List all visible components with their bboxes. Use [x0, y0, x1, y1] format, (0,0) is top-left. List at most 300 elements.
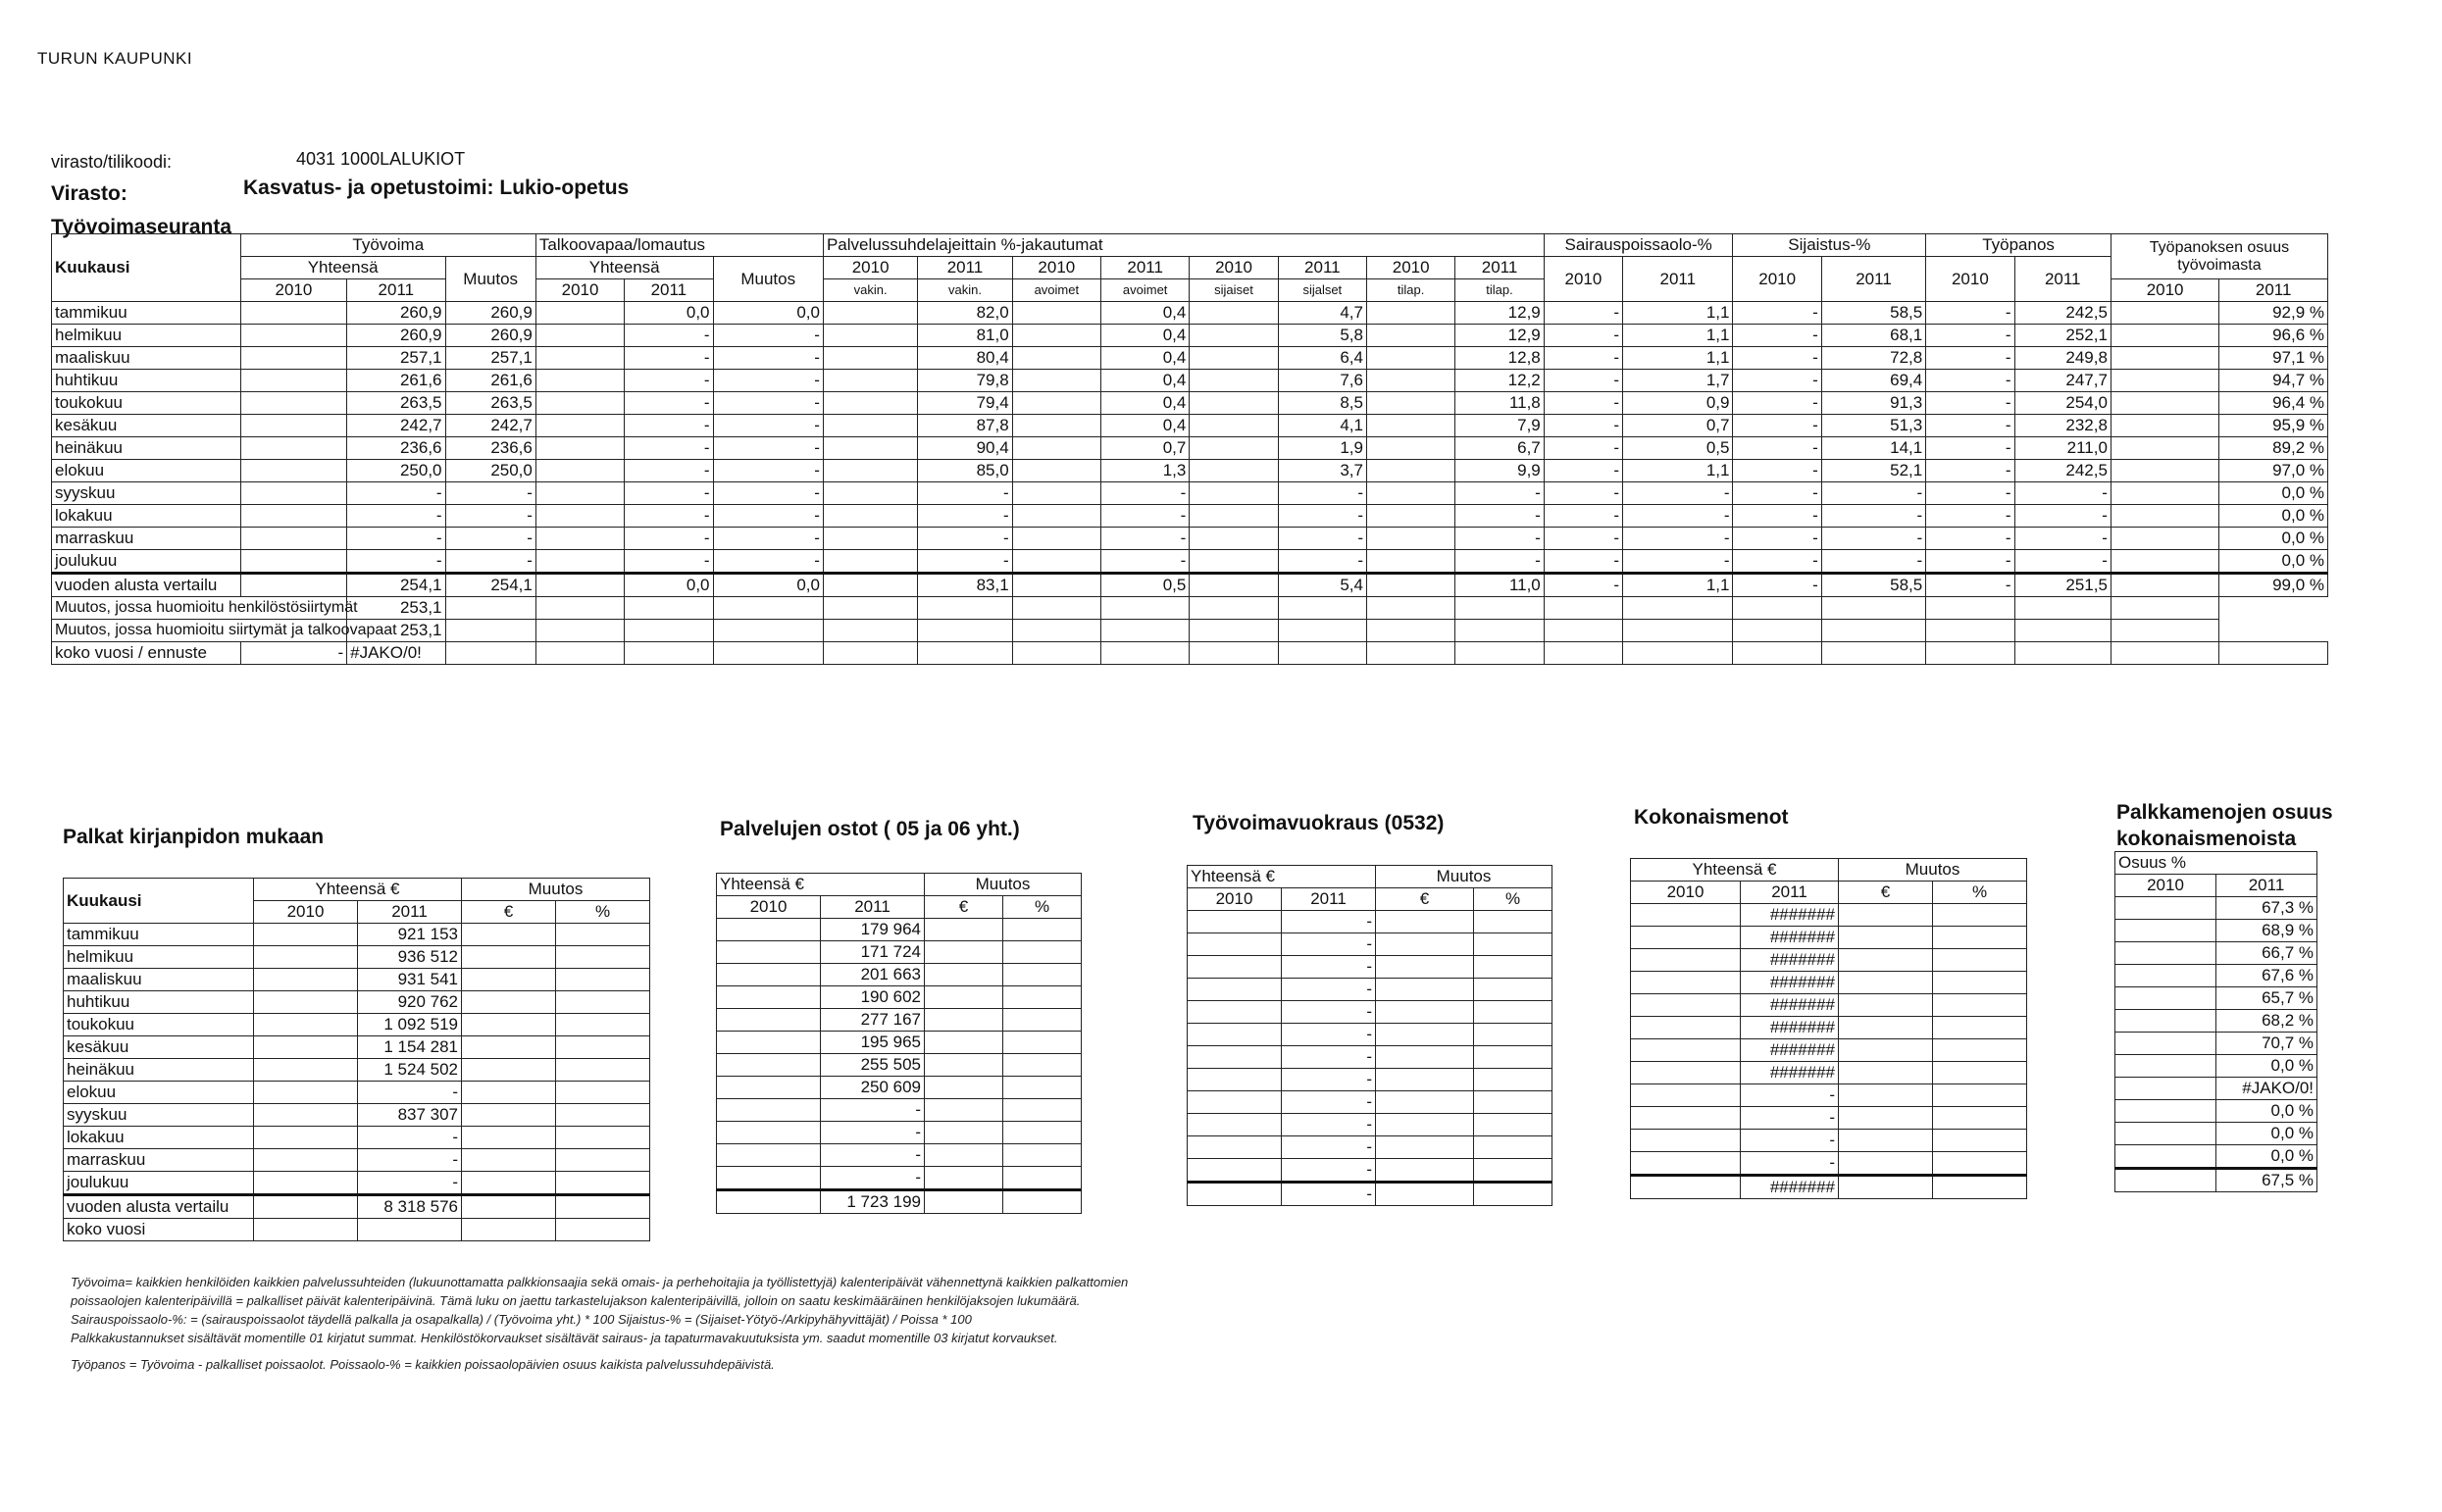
- table-cell: [1003, 1009, 1082, 1032]
- wage-share-year: 2010: [2115, 875, 2216, 897]
- table-cell: [1012, 415, 1100, 437]
- table-cell: 0,7: [1101, 437, 1190, 460]
- table-cell: 921 153: [358, 924, 462, 946]
- table-cell: -: [1282, 1114, 1376, 1136]
- subst-year: 2011: [1821, 257, 1925, 302]
- table-cell: [1003, 986, 1082, 1009]
- table-cell: 89,2 %: [2219, 437, 2328, 460]
- table-cell: [2111, 505, 2218, 528]
- row-label: tammikuu: [64, 924, 254, 946]
- table-cell: 260,9: [445, 302, 535, 325]
- table-cell: [2115, 1145, 2216, 1169]
- table-cell: -: [2014, 505, 2111, 528]
- table-cell: [1003, 1190, 1082, 1214]
- row-label: syyskuu: [52, 482, 241, 505]
- workforce-total-head: Yhteensä: [240, 257, 445, 279]
- wages-total-head: Yhteensä €: [254, 879, 462, 901]
- wage-share-title-line2: kokonaismenoista: [2116, 828, 2297, 850]
- row-label: huhtikuu: [64, 991, 254, 1014]
- table-cell: [1474, 933, 1552, 956]
- table-cell: -: [1282, 1091, 1376, 1114]
- table-cell: [717, 941, 821, 964]
- table-cell: [823, 574, 917, 597]
- table-row: [717, 1032, 1082, 1054]
- table-row: [2115, 897, 2317, 920]
- table-cell: -: [1926, 505, 2014, 528]
- table-row: [717, 964, 1082, 986]
- rental-eur: €: [1376, 888, 1474, 911]
- table-cell: [1012, 392, 1100, 415]
- table-cell: 0,5: [1101, 574, 1190, 597]
- table-cell: [1631, 949, 1741, 972]
- table-cell: 0,4: [1101, 370, 1190, 392]
- table-cell: [1188, 1091, 1282, 1114]
- table-cell: 0,7: [1623, 415, 1733, 437]
- table-cell: -: [713, 460, 823, 482]
- table-cell: -: [1926, 437, 2014, 460]
- table-cell: [462, 969, 556, 991]
- table-cell: -: [1101, 482, 1190, 505]
- table-cell: [2115, 1033, 2216, 1055]
- table-cell: [717, 1009, 821, 1032]
- table-cell: [2111, 437, 2218, 460]
- total-costs-title: Kokonaismenot: [1634, 806, 1789, 829]
- group-sick: Sairauspoissaolo-%: [1544, 234, 1733, 257]
- table-row: [1188, 956, 1552, 979]
- table-cell: #######: [1741, 949, 1839, 972]
- row-label: lokakuu: [64, 1127, 254, 1149]
- wage-share-table: [2114, 851, 2317, 1192]
- table-cell: [2115, 1169, 2216, 1192]
- table-cell: -: [2014, 482, 2111, 505]
- table-cell: -: [1544, 325, 1622, 347]
- forecast-value: #JAKO/0!: [347, 642, 445, 665]
- table-cell: [2111, 574, 2218, 597]
- table-cell: [717, 1122, 821, 1144]
- table-cell: 254,1: [347, 574, 445, 597]
- table-cell: -: [2014, 550, 2111, 574]
- table-cell: 250 609: [821, 1077, 925, 1099]
- table-cell: -: [1278, 482, 1366, 505]
- table-cell: [462, 991, 556, 1014]
- table-cell: [823, 370, 917, 392]
- table-cell: [1474, 1159, 1552, 1183]
- table-row: [52, 392, 2328, 415]
- table-cell: [2115, 897, 2216, 920]
- table-cell: [1933, 1107, 2027, 1130]
- table-row: [64, 1059, 650, 1082]
- table-cell: -: [1282, 979, 1376, 1001]
- table-cell: [535, 347, 624, 370]
- table-cell: 5,4: [1278, 574, 1366, 597]
- table-cell: [535, 482, 624, 505]
- table-row: [64, 969, 650, 991]
- table-cell: 97,1 %: [2219, 347, 2328, 370]
- table-cell: -: [1623, 505, 1733, 528]
- office-label: Virasto:: [51, 182, 127, 205]
- table-cell: 250,0: [445, 460, 535, 482]
- table-cell: [823, 325, 917, 347]
- row-label: elokuu: [52, 460, 241, 482]
- table-cell: -: [713, 392, 823, 415]
- rental-change-head: Muutos: [1376, 866, 1552, 888]
- table-cell: -: [1282, 1024, 1376, 1046]
- table-row: [1188, 911, 1552, 933]
- table-row: [2115, 1078, 2317, 1100]
- table-cell: [717, 1190, 821, 1214]
- table-cell: [1188, 1046, 1282, 1069]
- table-cell: -: [625, 370, 713, 392]
- wages-year: 2011: [358, 901, 462, 924]
- table-cell: 263,5: [347, 392, 445, 415]
- table-cell: #######: [1741, 904, 1839, 927]
- table-cell: #######: [1741, 927, 1839, 949]
- table-cell: [1839, 927, 1933, 949]
- table-cell: [1933, 994, 2027, 1017]
- table-cell: [462, 1149, 556, 1172]
- table-cell: -: [445, 505, 535, 528]
- sick-year: 2011: [1623, 257, 1733, 302]
- table-cell: [823, 415, 917, 437]
- wages-change-head: Muutos: [462, 879, 650, 901]
- table-cell: [462, 1172, 556, 1195]
- group-service: Palvelussuhdelajeittain %-jakautumat: [823, 234, 1544, 257]
- table-cell: [1839, 1152, 1933, 1176]
- table-cell: -: [1821, 550, 1925, 574]
- table-cell: [1474, 1136, 1552, 1159]
- table-cell: [1012, 437, 1100, 460]
- table-cell: 85,0: [918, 460, 1012, 482]
- table-cell: 171 724: [821, 941, 925, 964]
- effort-year: 2011: [2014, 257, 2111, 302]
- table-cell: -: [1733, 482, 1821, 505]
- table-row: [1188, 1159, 1552, 1183]
- table-cell: 51,3: [1821, 415, 1925, 437]
- rental-total-head: Yhteensä €: [1188, 866, 1376, 888]
- table-cell: 190 602: [821, 986, 925, 1009]
- table-cell: [1631, 1084, 1741, 1107]
- table-cell: [1474, 1114, 1552, 1136]
- table-cell: [1366, 505, 1454, 528]
- table-cell: [2111, 460, 2218, 482]
- table-cell: 1,1: [1623, 574, 1733, 597]
- table-cell: -: [1282, 1046, 1376, 1069]
- table-cell: [254, 991, 358, 1014]
- table-cell: [462, 1104, 556, 1127]
- table-cell: -: [1926, 302, 2014, 325]
- table-cell: [1376, 1114, 1474, 1136]
- table-cell: [1188, 1069, 1282, 1091]
- table-cell: [535, 392, 624, 415]
- table-cell: -: [1544, 482, 1622, 505]
- table-cell: [1012, 550, 1100, 574]
- table-row: [717, 1167, 1082, 1190]
- table-cell: [1631, 1017, 1741, 1039]
- table-cell: [1366, 482, 1454, 505]
- table-cell: 11,0: [1455, 574, 1544, 597]
- section-title: Työvoimaseuranta: [51, 216, 232, 238]
- table-cell: [823, 460, 917, 482]
- table-cell: [1839, 1062, 1933, 1084]
- table-cell: [1933, 1130, 2027, 1152]
- table-cell: 82,0: [918, 302, 1012, 325]
- row-label: marraskuu: [52, 528, 241, 550]
- table-cell: [717, 964, 821, 986]
- table-cell: [1366, 302, 1454, 325]
- table-cell: 0,0 %: [2216, 1100, 2317, 1123]
- table-row: [717, 919, 1082, 941]
- table-cell: 247,7: [2014, 370, 2111, 392]
- table-cell: -: [1623, 550, 1733, 574]
- table-row: [64, 1172, 650, 1195]
- group-share: Työpanoksen osuus työvoimasta: [2111, 234, 2327, 279]
- table-cell: [925, 1122, 1003, 1144]
- table-cell: -: [713, 370, 823, 392]
- table-cell: 251,5: [2014, 574, 2111, 597]
- total-costs-eur: €: [1839, 882, 1933, 904]
- table-cell: 96,4 %: [2219, 392, 2328, 415]
- table-cell: -: [1455, 482, 1544, 505]
- table-cell: [254, 1059, 358, 1082]
- table-cell: -: [1741, 1107, 1839, 1130]
- table-cell: 236,6: [347, 437, 445, 460]
- table-cell: [823, 347, 917, 370]
- row-label: kesäkuu: [64, 1036, 254, 1059]
- table-cell: [1366, 550, 1454, 574]
- table-cell: 6,7: [1455, 437, 1544, 460]
- table-cell: [823, 528, 917, 550]
- table-cell: [1366, 370, 1454, 392]
- table-cell: -: [1821, 528, 1925, 550]
- table-cell: [556, 1036, 650, 1059]
- table-cell: [925, 919, 1003, 941]
- rental-year: 2010: [1188, 888, 1282, 911]
- table-cell: 12,9: [1455, 325, 1544, 347]
- table-cell: [2115, 1055, 2216, 1078]
- table-cell: 201 663: [821, 964, 925, 986]
- table-cell: [1933, 1039, 2027, 1062]
- table-row: [717, 1190, 1082, 1214]
- table-cell: [240, 415, 346, 437]
- table-cell: [1376, 1183, 1474, 1206]
- table-cell: [535, 302, 624, 325]
- wages-table: [63, 878, 650, 1241]
- table-cell: -: [625, 460, 713, 482]
- table-cell: [254, 1104, 358, 1127]
- table-cell: [2115, 1123, 2216, 1145]
- table-cell: -: [1623, 482, 1733, 505]
- table-cell: [462, 1082, 556, 1104]
- table-cell: [556, 1172, 650, 1195]
- table-cell: [556, 1104, 650, 1127]
- table-cell: [2115, 1100, 2216, 1123]
- total-costs-change-head: Muutos: [1839, 859, 2027, 882]
- table-row: [1188, 1001, 1552, 1024]
- table-row: [717, 1144, 1082, 1167]
- table-cell: -: [713, 528, 823, 550]
- table-cell: [1366, 325, 1454, 347]
- sick-year: 2010: [1544, 257, 1622, 302]
- table-cell: -: [918, 528, 1012, 550]
- table-cell: 68,1: [1821, 325, 1925, 347]
- svc-year: 2011: [1278, 257, 1366, 279]
- table-cell: -: [1544, 370, 1622, 392]
- table-cell: 52,1: [1821, 460, 1925, 482]
- table-cell: 232,8: [2014, 415, 2111, 437]
- services-change-head: Muutos: [925, 874, 1082, 896]
- table-cell: -: [1282, 1159, 1376, 1183]
- table-cell: [556, 1059, 650, 1082]
- table-cell: -: [1733, 550, 1821, 574]
- table-cell: 1,7: [1623, 370, 1733, 392]
- row-label: vuoden alusta vertailu: [52, 574, 241, 597]
- row-label: lokakuu: [52, 505, 241, 528]
- table-cell: 4,7: [1278, 302, 1366, 325]
- table-row: [717, 941, 1082, 964]
- table-cell: -: [713, 347, 823, 370]
- table-cell: 91,3: [1821, 392, 1925, 415]
- table-cell: #######: [1741, 1039, 1839, 1062]
- table-cell: [1933, 949, 2027, 972]
- table-cell: 90,4: [918, 437, 1012, 460]
- footnote: Työvoima= kaikkien henkilöiden kaikkien palvelussuhteiden (lukuunottamatta palkkionsaajia sekä omais- ja perhehoitajia ja työllistettyjä) kalenteripäivät vähennettynä kaikkien palkattomien: [71, 1275, 1129, 1289]
- table-cell: -: [1926, 370, 2014, 392]
- table-cell: 1 723 199: [821, 1190, 925, 1214]
- table-cell: 0,4: [1101, 415, 1190, 437]
- table-cell: [1188, 1136, 1282, 1159]
- svc-type: vakin.: [823, 279, 917, 302]
- row-label: syyskuu: [64, 1104, 254, 1127]
- table-cell: 92,9 %: [2219, 302, 2328, 325]
- table-cell: [535, 437, 624, 460]
- table-cell: -: [1733, 574, 1821, 597]
- table-row: [2115, 987, 2317, 1010]
- table-row: [717, 1054, 1082, 1077]
- table-row: [717, 1077, 1082, 1099]
- table-cell: [1003, 964, 1082, 986]
- table-cell: [1012, 460, 1100, 482]
- table-cell: [1190, 347, 1278, 370]
- table-cell: [1190, 325, 1278, 347]
- table-row: [1631, 949, 2027, 972]
- effort-year: 2010: [1926, 257, 2014, 302]
- table-cell: 96,6 %: [2219, 325, 2328, 347]
- row-label: tammikuu: [52, 302, 241, 325]
- table-cell: 83,1: [918, 574, 1012, 597]
- table-row: [2115, 1100, 2317, 1123]
- table-cell: 260,9: [347, 325, 445, 347]
- share-year: 2011: [2219, 279, 2328, 302]
- table-cell: -: [625, 528, 713, 550]
- table-cell: 7,9: [1455, 415, 1544, 437]
- table-cell: [1376, 933, 1474, 956]
- table-cell: [240, 528, 346, 550]
- services-year: 2011: [821, 896, 925, 919]
- table-cell: 58,5: [1821, 574, 1925, 597]
- table-cell: [1003, 1144, 1082, 1167]
- table-cell: -: [1733, 302, 1821, 325]
- table-cell: [2115, 942, 2216, 965]
- table-cell: -: [445, 482, 535, 505]
- wages-month-head: Kuukausi: [64, 879, 254, 924]
- table-cell: -: [445, 550, 535, 574]
- table-row: [52, 347, 2328, 370]
- table-cell: [1003, 1099, 1082, 1122]
- table-cell: -: [821, 1167, 925, 1190]
- table-cell: -: [821, 1122, 925, 1144]
- table-cell: [717, 1099, 821, 1122]
- table-cell: [1366, 460, 1454, 482]
- table-row: [2115, 1145, 2317, 1169]
- table-cell: [2115, 1078, 2216, 1100]
- table-cell: [1366, 347, 1454, 370]
- table-cell: [2111, 370, 2218, 392]
- table-cell: [1188, 911, 1282, 933]
- table-cell: [1839, 904, 1933, 927]
- table-cell: 0,9: [1623, 392, 1733, 415]
- table-row: [1631, 994, 2027, 1017]
- group-workforce: Työvoima: [240, 234, 535, 257]
- table-cell: 0,0: [625, 574, 713, 597]
- table-cell: [925, 964, 1003, 986]
- table-row: [2115, 1033, 2317, 1055]
- table-cell: [1631, 1152, 1741, 1176]
- table-cell: [1188, 1001, 1282, 1024]
- table-row: [2115, 920, 2317, 942]
- svc-type: sijalset: [1278, 279, 1366, 302]
- table-cell: [1839, 1039, 1933, 1062]
- code-value: 4031 1000LALUKIOT: [296, 149, 466, 169]
- table-cell: [1190, 302, 1278, 325]
- table-cell: [535, 528, 624, 550]
- footnote: Palkkakustannukset sisältävät momentille 01 kirjatut summat. Henkilöstökorvaukset sisältävät sairaus- ja tapaturmavakuutuksista ym. saadut momentille 03 kirjatut korvaukset.: [71, 1331, 1058, 1345]
- table-cell: -: [1926, 347, 2014, 370]
- table-cell: -: [625, 550, 713, 574]
- table-cell: [462, 1036, 556, 1059]
- table-row: [1188, 1046, 1552, 1069]
- table-cell: 58,5: [1821, 302, 1925, 325]
- table-cell: [462, 1014, 556, 1036]
- wages-eur: €: [462, 901, 556, 924]
- rental-year: 2011: [1282, 888, 1376, 911]
- table-row: [52, 460, 2328, 482]
- table-row: [2115, 965, 2317, 987]
- svc-type: avoimet: [1012, 279, 1100, 302]
- table-cell: 837 307: [358, 1104, 462, 1127]
- table-cell: -: [1821, 505, 1925, 528]
- extra-row-value: 253,1: [347, 597, 445, 620]
- table-row: [64, 946, 650, 969]
- table-cell: [2111, 528, 2218, 550]
- wage-share-head: Osuus %: [2115, 852, 2317, 875]
- table-row: [52, 574, 2328, 597]
- col-month: Kuukausi: [52, 234, 241, 302]
- table-cell: [1188, 956, 1282, 979]
- table-cell: 5,8: [1278, 325, 1366, 347]
- table-cell: [925, 1054, 1003, 1077]
- table-cell: [717, 1054, 821, 1077]
- table-cell: [1366, 574, 1454, 597]
- table-cell: -: [347, 550, 445, 574]
- table-cell: -: [625, 505, 713, 528]
- rental-table: [1187, 865, 1552, 1206]
- row-label: joulukuu: [64, 1172, 254, 1195]
- table-cell: 242,7: [347, 415, 445, 437]
- table-cell: [1012, 370, 1100, 392]
- table-cell: -: [347, 482, 445, 505]
- table-cell: [556, 1219, 650, 1241]
- table-row: [2115, 1123, 2317, 1145]
